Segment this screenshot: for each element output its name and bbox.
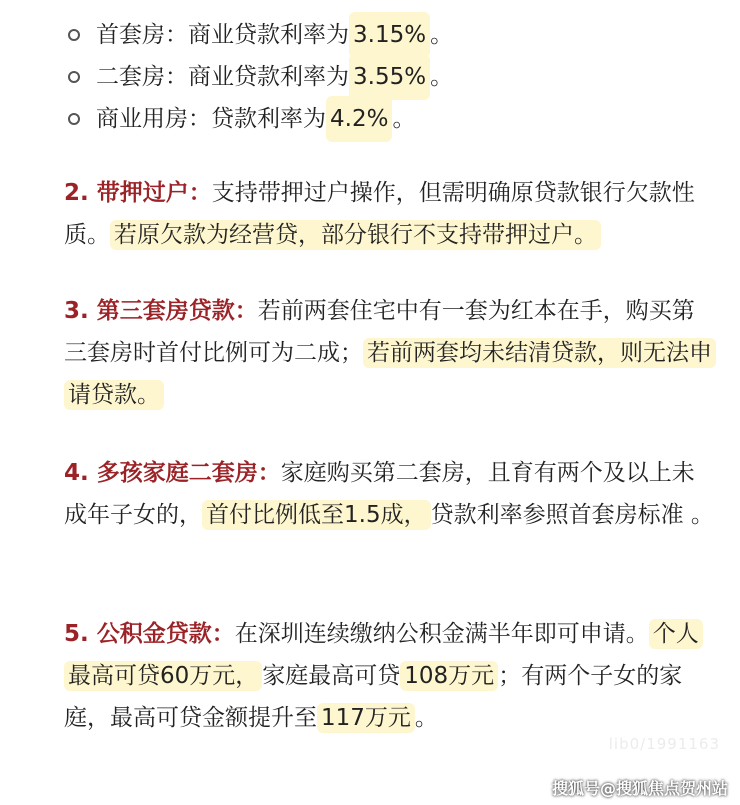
rate-value: 3.55% bbox=[349, 54, 430, 100]
section-third-home-loan bbox=[64, 290, 714, 416]
section-provident-fund-loan bbox=[64, 613, 714, 739]
loan-rate-list bbox=[68, 14, 453, 140]
section-highlight: 若前两套均未结清贷款，则无法申请贷款。 bbox=[64, 338, 716, 410]
section-text: ；有两个子女的家庭，最高可贷金额提升至 bbox=[64, 663, 683, 731]
list-item-label: 首套房：商业贷款利率为 bbox=[96, 22, 349, 48]
bullet-circle-icon bbox=[68, 113, 80, 125]
section-mortgage-transfer bbox=[64, 172, 714, 256]
section-highlight: 108万元 bbox=[400, 661, 498, 691]
section-text: 在深圳连续缴纳公积金满半年即可申请。 bbox=[234, 621, 649, 647]
bullet-circle-icon bbox=[68, 71, 80, 83]
section-highlight: 若原欠款为经营贷，部分银行不支持带押过户。 bbox=[110, 220, 601, 250]
section-text: 若前两套住宅中有一套为红本在手，购买第三套房时首付比例可为二成； bbox=[64, 298, 695, 366]
section-heading: 2. 带押过户： bbox=[64, 180, 212, 206]
section-highlight: 117万元 bbox=[317, 703, 415, 733]
list-item bbox=[68, 56, 453, 98]
faint-watermark: lib0/1991163 bbox=[608, 735, 720, 753]
section-heading: 5. 公积金贷款： bbox=[64, 621, 235, 647]
source-watermark: 搜狐号@搜狐焦点贺州站 bbox=[551, 779, 728, 798]
section-text-end: 。 bbox=[414, 705, 438, 731]
section-highlight: 首付比例低至1.5成， bbox=[202, 500, 431, 530]
list-item-end: 。 bbox=[392, 106, 416, 132]
section-heading: 4. 多孩家庭二套房： bbox=[64, 460, 281, 486]
section-text: 支持带押过户操作，但需明确原贷款银行欠款性质。 bbox=[64, 180, 695, 248]
list-item bbox=[68, 14, 453, 56]
rate-value: 3.15% bbox=[349, 12, 430, 58]
list-item-end: 。 bbox=[430, 64, 454, 90]
list-item-end: 。 bbox=[430, 22, 454, 48]
section-multi-child-family bbox=[64, 452, 714, 536]
section-text: 家庭购买第二套房，且育有两个及以上未成年子女的， bbox=[64, 460, 695, 528]
section-heading: 3. 第三套房贷款： bbox=[64, 298, 258, 324]
section-text-tail: 贷款利率参照首套房标准 。 bbox=[430, 502, 714, 528]
bullet-circle-icon bbox=[68, 29, 80, 41]
section-highlight: 个人最高可贷60万元， bbox=[64, 619, 703, 691]
section-text: 家庭最高可贷 bbox=[262, 663, 401, 689]
list-item-label: 二套房：商业贷款利率为 bbox=[96, 64, 349, 90]
list-item bbox=[68, 98, 453, 140]
rate-value: 4.2% bbox=[326, 96, 392, 142]
list-item-label: 商业用房：贷款利率为 bbox=[96, 106, 326, 132]
